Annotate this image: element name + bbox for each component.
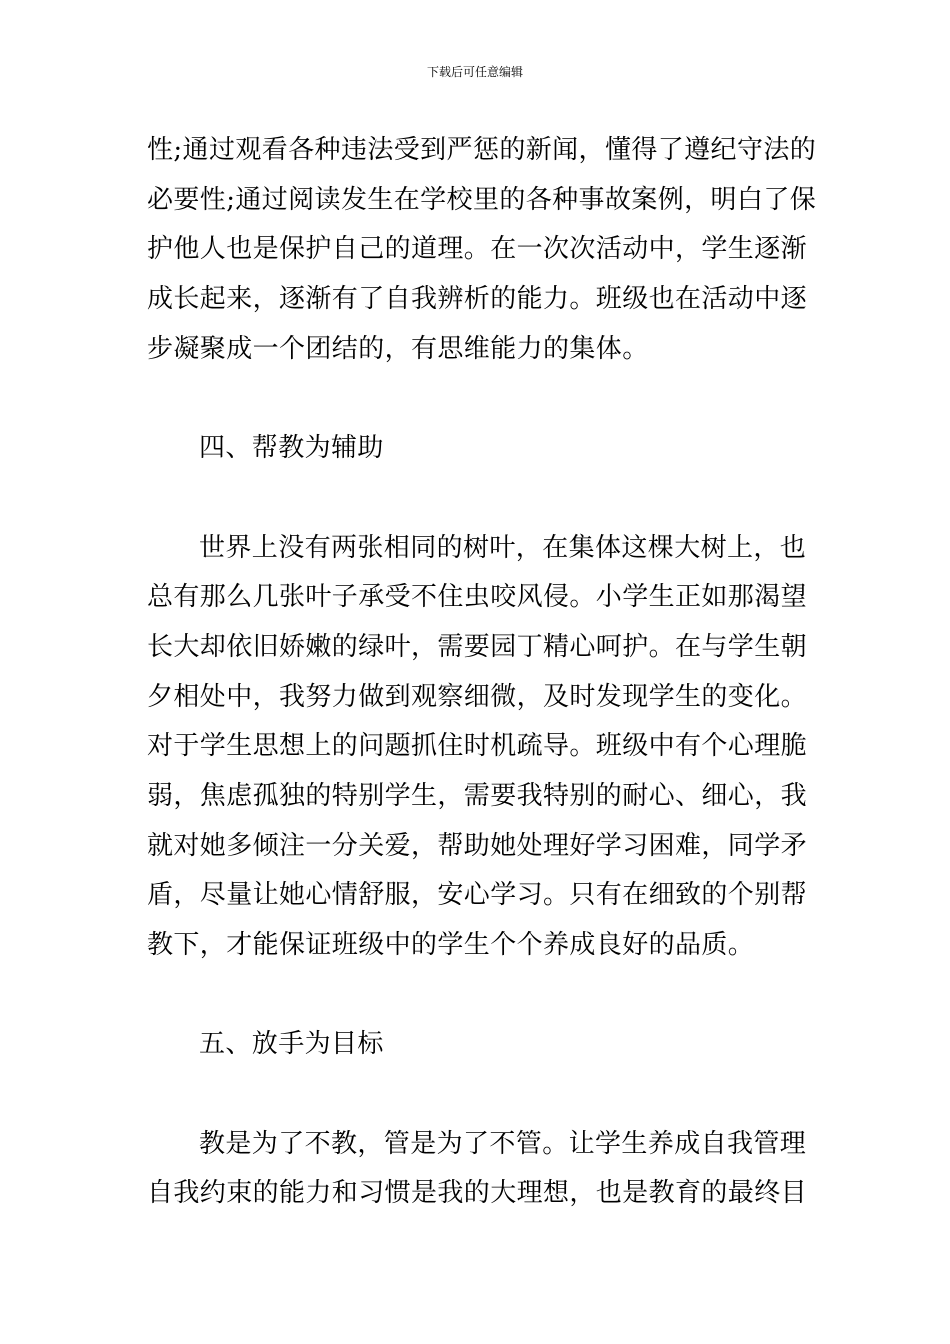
paragraph-spacer — [147, 374, 807, 424]
paragraph-spacer — [147, 1070, 807, 1120]
paragraph — [147, 126, 817, 374]
text-line: 世界上没有两张相同的树叶，在集体这棵大树上，也 — [199, 532, 807, 563]
text-line: 弱，焦虑孤独的特别学生，需要我特别的耐心、细心，我 — [147, 780, 808, 811]
text-line: 自我约束的能力和习惯是我的大理想，也是教育的最终目 — [147, 1178, 808, 1209]
paragraph — [147, 1120, 807, 1219]
paragraph-spacer — [147, 474, 807, 524]
text-line: 教下，才能保证班级中的学生个个养成良好的品质。 — [147, 930, 755, 960]
text-line: 必要性;通过阅读发生在学校里的各种事故案例，明白了保 — [147, 184, 817, 215]
paragraph-spacer — [147, 971, 807, 1021]
section-heading: 四、帮教为辅助 — [199, 433, 384, 464]
text-line: 就对她多倾注一分关爱，帮助她处理好学习困难，同学矛 — [147, 830, 808, 861]
text-line: 夕相处中，我努力做到观察细微，及时发现学生的变化。 — [147, 681, 808, 712]
text-line: 步凝聚成一个团结的，有思维能力的集体。 — [147, 333, 649, 364]
text-line: 性;通过观看各种违法受到严惩的新闻，懂得了遵纪守法的 — [147, 135, 817, 165]
text-line: 护他人也是保护自己的道理。在一次次活动中，学生逐渐 — [147, 234, 808, 265]
text-line: 盾，尽量让她心情舒服，安心学习。只有在细致的个别帮 — [147, 880, 808, 911]
section-heading: 五、放手为目标 — [199, 1029, 384, 1060]
text-line: 成长起来，逐渐有了自我辨析的能力。班级也在活动中逐 — [147, 284, 808, 315]
text-line: 对于学生思想上的问题抓住时机疏导。班级中有个心理脆 — [147, 731, 808, 762]
document-body — [147, 126, 817, 1219]
page-header: 下载后可任意编辑 — [426, 65, 523, 79]
text-line: 教是为了不教，管是为了不管。让学生养成自我管理 — [199, 1128, 807, 1159]
text-line: 总有那么几张叶子承受不住虫咬风侵。小学生正如那渴望 — [147, 582, 808, 613]
text-line: 长大却依旧娇嫩的绿叶，需要园丁精心呵护。在与学生朝 — [147, 631, 808, 662]
paragraph — [147, 524, 807, 971]
